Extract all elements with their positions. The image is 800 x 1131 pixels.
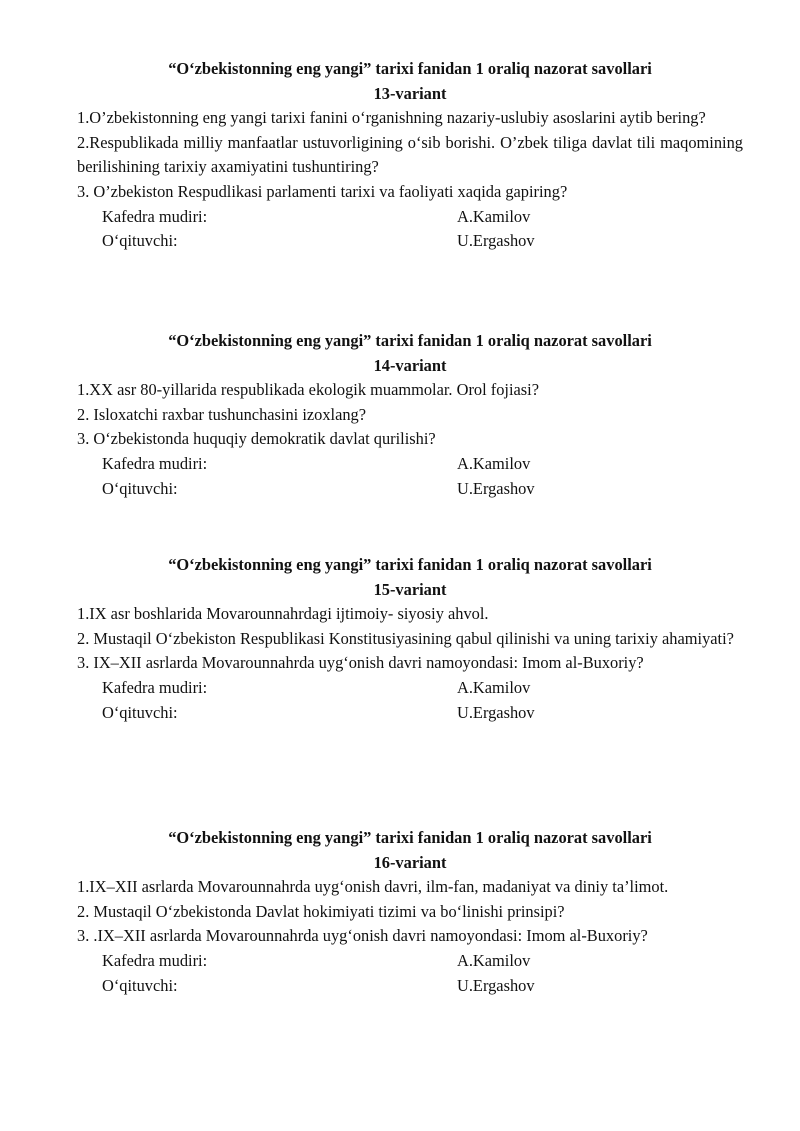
signature-role: Kafedra mudiri: xyxy=(102,677,208,697)
signature-name: A.Kamilov xyxy=(457,206,531,226)
signature-row-teacher xyxy=(77,701,743,726)
signature-row-head xyxy=(77,205,743,230)
signature-row-head xyxy=(77,452,743,477)
variant-number: 14-variant xyxy=(373,355,447,375)
signature-role: O‘qituvchi: xyxy=(102,975,178,995)
signature-row-head xyxy=(77,676,743,701)
signature-role: Kafedra mudiri: xyxy=(102,950,208,970)
signature-role: O‘qituvchi: xyxy=(102,702,178,722)
signature-row-teacher xyxy=(77,229,743,254)
signature-role: O‘qituvchi: xyxy=(102,231,178,251)
question-3: 3. IX–XII asrlarda Movarounnahrda uyg‘onish davri namoyondasi: Imom al-Buxoriy? xyxy=(77,653,644,673)
variant-number: 13-variant xyxy=(373,83,447,103)
signature-name: U.Ergashov xyxy=(457,478,535,498)
question-3: 3. .IX–XII asrlarda Movarounnahrda uyg‘onish davri namoyondasi: Imom al-Buxoriy? xyxy=(77,926,648,946)
question-3: 3. O’zbekiston Respudlikasi parlamenti tarixi va faoliyati xaqida gapiring? xyxy=(77,181,568,201)
question-2: 2. Isloxatchi raxbar tushunchasini izoxlang? xyxy=(77,404,367,424)
signature-name: A.Kamilov xyxy=(457,950,531,970)
question-3: 3. O‘zbekistonda huquqiy demokratik davlat qurilishi? xyxy=(77,429,436,449)
variant-number: 15-variant xyxy=(373,579,447,599)
block-title: “O‘zbekistonning eng yangi” tarixi fanidan 1 oraliq nazorat savollari xyxy=(168,555,652,574)
signature-name: U.Ergashov xyxy=(457,975,535,995)
signature-name: A.Kamilov xyxy=(457,453,531,473)
signature-role: Kafedra mudiri: xyxy=(102,206,208,226)
variant-block-15 xyxy=(77,553,743,725)
signature-row-head xyxy=(77,949,743,974)
signature-name: U.Ergashov xyxy=(457,702,535,722)
signature-role: Kafedra mudiri: xyxy=(102,453,208,473)
question-1: 1.IX asr boshlarida Movarounnahrdagi ijtimoiy- siyosiy ahvol. xyxy=(77,604,489,624)
signature-name: A.Kamilov xyxy=(457,677,531,697)
variant-block-16 xyxy=(77,826,743,998)
question-1: 1.O’zbekistonning eng yangi tarixi fanini o‘rganishning nazariy-uslubiy asoslarini aytib bering? xyxy=(77,108,706,128)
block-title: “O‘zbekistonning eng yangi” tarixi fanidan 1 oraliq nazorat savollari xyxy=(168,828,652,847)
variant-number: 16-variant xyxy=(373,852,447,872)
question-2: 2. Mustaqil O‘zbekistonda Davlat hokimiyati tizimi va bo‘linishi prinsipi? xyxy=(77,901,565,921)
block-title: “O‘zbekistonning eng yangi” tarixi fanidan 1 oraliq nazorat savollari xyxy=(168,59,652,78)
variant-block-13 xyxy=(77,57,743,254)
variant-block-14 xyxy=(77,329,743,501)
signature-row-teacher xyxy=(77,974,743,999)
question-1: 1.XX asr 80-yillarida respublikada ekologik muammolar. Orol fojiasi? xyxy=(77,380,540,400)
question-2: 2. Mustaqil O‘zbekiston Respublikasi Konstitusiyasining qabul qilinishi va uning tarixiy ahamiyati? xyxy=(77,628,734,648)
signature-row-teacher xyxy=(77,477,743,502)
question-2: 2.Respublikada milliy manfaatlar ustuvorligining o‘sib borishi. O’zbek tiliga davlat tili maqomining berilishining tarixiy axamiyatini tushuntiring? xyxy=(77,132,743,177)
signature-role: O‘qituvchi: xyxy=(102,478,178,498)
block-title: “O‘zbekistonning eng yangi” tarixi fanidan 1 oraliq nazorat savollari xyxy=(168,331,652,350)
question-1: 1.IX–XII asrlarda Movarounnahrda uyg‘onish davri, ilm-fan, madaniyat va diniy ta’limot. xyxy=(77,877,669,897)
signature-name: U.Ergashov xyxy=(457,231,535,251)
